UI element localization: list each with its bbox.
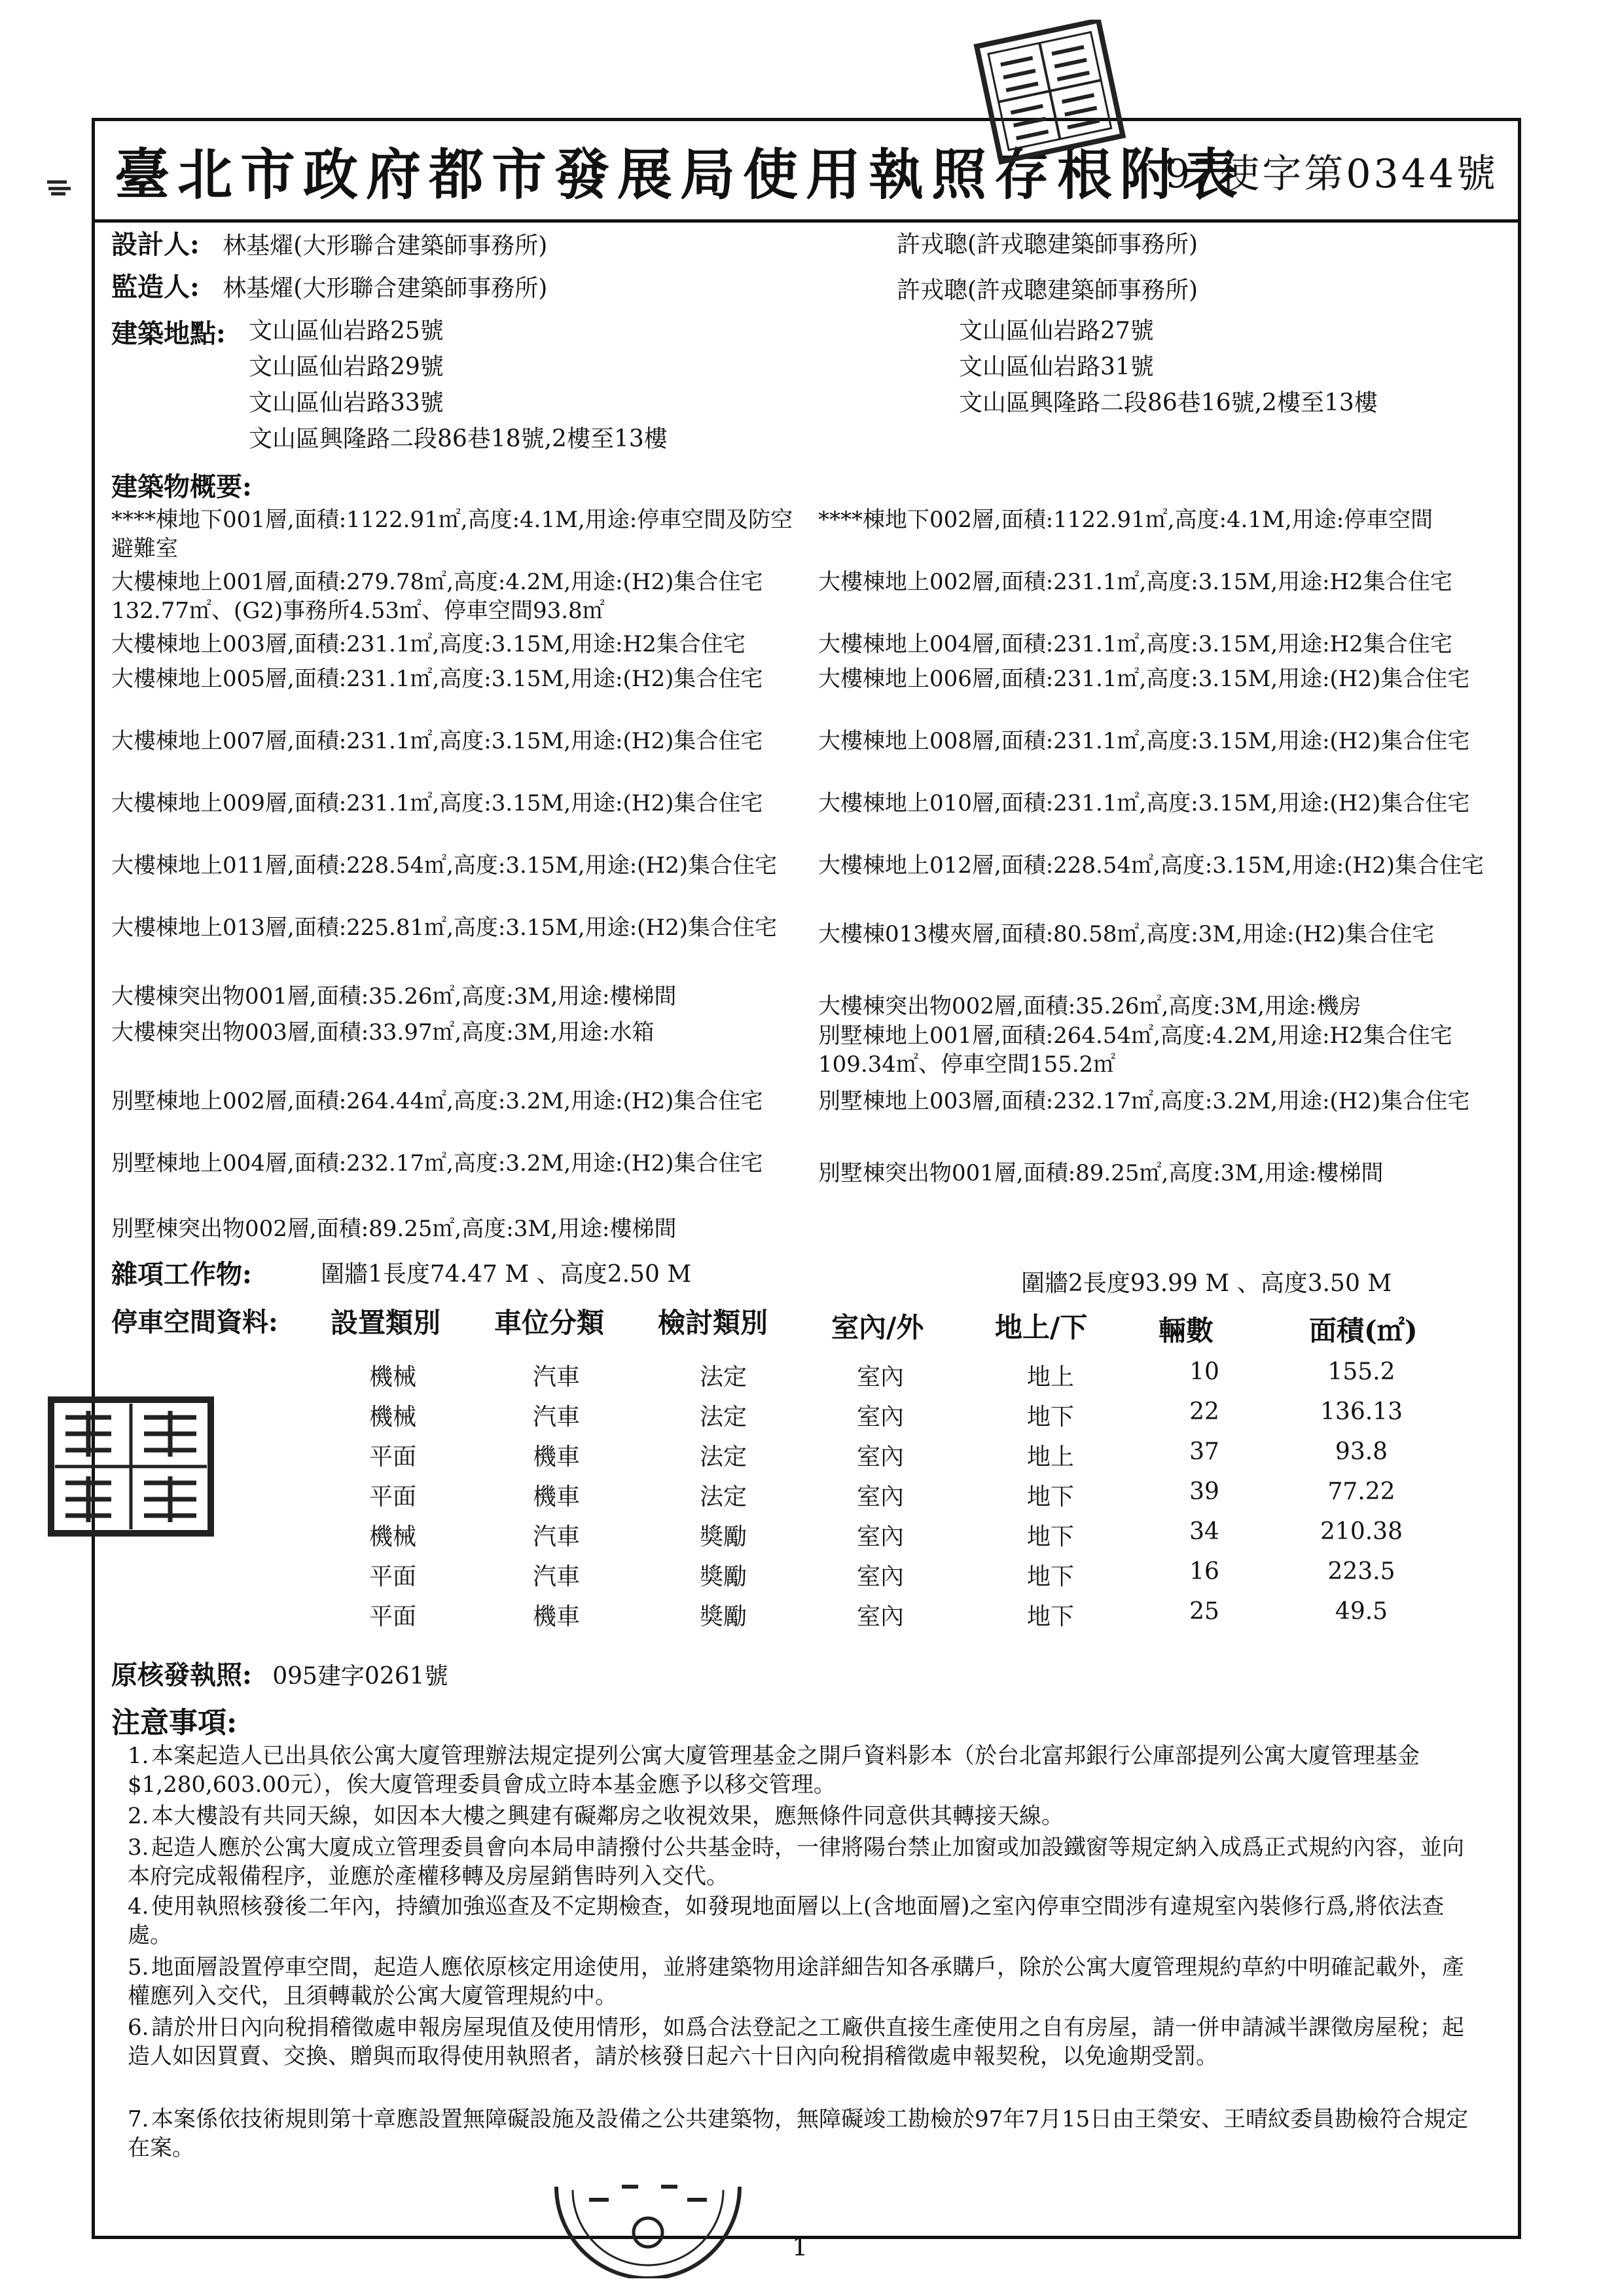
floor-entry: 別墅棟地上003層,面積:232.17㎡,高度:3.2M,用途:(H2)集合住宅 [818,1088,1470,1114]
floor-entry: ****棟地下002層,面積:1122.91㎡,高度:4.1M,用途:停車空間 [818,507,1433,533]
document-title: 臺北市政府都市發展局使用執照存根附表 [115,142,1246,207]
designer-value-2: 許戎聰(許戎聰建築師事務所) [897,231,1198,258]
parking-cell: 136.13 [1320,1398,1403,1425]
note-item [128,1833,1476,1891]
floor-entry: 別墅棟地上001層,面積:264.54㎡,高度:4.2M,用途:H2集合住宅109.34㎡、停車空間155.2㎡ [818,1023,1452,1078]
parking-cell: 汽車 [532,1364,580,1391]
floor-entry: 大樓棟地上007層,面積:231.1㎡,高度:3.15M,用途:(H2)集合住宅 [111,728,763,754]
parking-cell: 室內 [856,1603,904,1630]
floor-entry: 大樓棟地上012層,面積:228.54㎡,高度:3.15M,用途:(H2)集合住宅 [818,852,1484,879]
parking-cell: 獎勵 [699,1603,747,1630]
parking-cell: 平面 [369,1484,416,1510]
note-number: 7. [128,2106,149,2132]
overview-label: 建築物概要: [111,471,252,502]
parking-header: 室內/外 [831,1311,924,1343]
note-text: 起造人應於公寓大廈成立管理委員會向本局申請撥付公共基金時，一律將陽台禁止加窗或加設鐵窗等規定納入成爲正式規約內容，並向本府完成報備程序，並應於產權移轉及房屋銷售時列入交代。 [128,1834,1464,1889]
parking-cell: 16 [1189,1558,1219,1585]
site-address: 文山區興隆路二段86巷18號,2樓至13樓 [249,426,668,452]
parking-header: 車位分類 [494,1307,605,1339]
parking-cell: 機車 [532,1603,580,1630]
parking-cell: 210.38 [1320,1518,1403,1545]
floor-entry: 大樓棟地上006層,面積:231.1㎡,高度:3.15M,用途:(H2)集合住宅 [818,666,1470,692]
parking-cell: 法定 [699,1364,747,1391]
parking-cell: 平面 [369,1563,416,1590]
floor-entry: 大樓棟地上004層,面積:231.1㎡,高度:3.15M,用途:H2集合住宅 [818,631,1452,657]
site-label: 建築地點: [111,318,226,349]
parking-cell: 平面 [369,1444,416,1470]
parking-cell: 機車 [532,1444,580,1470]
parking-cell: 地下 [1026,1404,1074,1430]
note-number: 4. [128,1893,149,1920]
parking-cell: 汽車 [532,1563,580,1590]
note-item [128,1953,1476,2011]
misc-item: 圍牆2長度93.99 M 、高度3.50 M [1021,1270,1392,1297]
note-text: 本案起造人已出具依公寓大廈管理辦法規定提列公寓大廈管理基金之開戶資料影本（於台北富邦銀行公庫部提列公寓大廈管理基金$1,280,603.00元），俟大廈管理委員會成立時本基金應予以移交管理。 [128,1743,1420,1798]
parking-cell: 獎勵 [699,1563,747,1590]
supervisor-value-1: 林基燿(大形聯合建築師事務所) [223,275,548,302]
parking-cell: 10 [1189,1358,1219,1385]
parking-cell: 室內 [856,1364,904,1391]
floor-entry: 大樓棟地上008層,面積:231.1㎡,高度:3.15M,用途:(H2)集合住宅 [818,728,1470,754]
supervisor-label: 監造人: [111,272,200,302]
parking-cell: 39 [1189,1478,1219,1505]
floor-entry: 大樓棟地上005層,面積:231.1㎡,高度:3.15M,用途:(H2)集合住宅 [111,666,763,692]
parking-cell: 汽車 [532,1523,580,1550]
parking-header: 輛數 [1159,1315,1214,1347]
floor-entry: 大樓棟地上002層,面積:231.1㎡,高度:3.15M,用途:H2集合住宅 [818,569,1452,595]
designer-value-1: 林基燿(大形聯合建築師事務所) [223,232,548,259]
parking-cell: 機械 [369,1523,416,1550]
parking-cell: 223.5 [1327,1558,1395,1585]
note-text: 請於卅日內向稅捐稽徵處申報房屋現值及使用情形，如爲合法登記之工廠供直接生產使用之自有房屋，請一併申請減半課徵房屋稅；起造人如因買賣、交換、贈與而取得使用執照者，請於核發日起六十日內向稅捐稽徵處申報契稅，以免逾期受罰。 [128,2014,1464,2069]
parking-cell: 155.2 [1327,1358,1395,1385]
parking-cell: 地下 [1026,1603,1074,1630]
parking-cell: 34 [1189,1518,1219,1545]
note-number: 3. [128,1834,149,1861]
floor-entry: 大樓棟地上003層,面積:231.1㎡,高度:3.15M,用途:H2集合住宅 [111,631,746,657]
floor-entry: 別墅棟地上002層,面積:264.44㎡,高度:3.2M,用途:(H2)集合住宅 [111,1088,763,1114]
note-item [128,1802,1476,1831]
designer-label: 設計人: [111,229,200,260]
parking-label: 停車空間資料: [111,1307,278,1338]
parking-cell: 法定 [699,1484,747,1510]
parking-cell: 地下 [1026,1563,1074,1590]
site-address: 文山區仙岩路33號 [249,390,444,416]
parking-cell: 機車 [532,1484,580,1510]
parking-header: 設置類別 [331,1307,441,1339]
floor-entry: 大樓棟地上009層,面積:231.1㎡,高度:3.15M,用途:(H2)集合住宅 [111,790,763,816]
original-permit-label: 原核發執照: [111,1660,252,1690]
parking-cell: 室內 [856,1523,904,1550]
margin-mark [46,177,72,196]
site-address: 文山區仙岩路25號 [249,318,444,344]
site-address: 文山區仙岩路31號 [959,354,1154,380]
parking-cell: 汽車 [532,1404,580,1430]
parking-cell: 37 [1189,1438,1219,1465]
parking-cell: 93.8 [1335,1438,1388,1465]
note-number: 6. [128,2014,149,2041]
site-address: 文山區興隆路二段86巷16號,2樓至13樓 [959,390,1378,416]
parking-cell: 室內 [856,1404,904,1430]
parking-cell: 法定 [699,1444,747,1470]
note-item [128,1892,1476,1950]
note-text: 使用執照核發後二年內，持續加強巡查及不定期檢查，如發現地面層以上(含地面層)之室內停車空間涉有違規室內裝修行爲,將依法查處。 [128,1893,1445,1948]
floor-entry: 大樓棟地上001層,面積:279.78㎡,高度:4.2M,用途:(H2)集合住宅132.77㎡、(G2)事務所4.53㎡、停車空間93.8㎡ [111,569,763,624]
parking-cell: 機械 [369,1404,416,1430]
parking-header: 面積(㎡) [1309,1315,1418,1347]
note-number: 5. [128,1954,149,1980]
floor-entry: 大樓棟突出物001層,面積:35.26㎡,高度:3M,用途:樓梯間 [111,983,677,1010]
floor-entry: 別墅棟突出物002層,面積:89.25㎡,高度:3M,用途:樓梯間 [111,1216,677,1242]
page-number: 1 [792,2232,808,2261]
site-address: 文山區仙岩路29號 [249,354,444,380]
parking-cell: 法定 [699,1404,747,1430]
floor-entry: 別墅棟地上004層,面積:232.17㎡,高度:3.2M,用途:(H2)集合住宅 [111,1150,763,1176]
parking-cell: 25 [1189,1598,1219,1625]
note-item [128,2105,1476,2162]
floor-entry: 大樓棟突出物002層,面積:35.26㎡,高度:3M,用途:機房 [818,993,1361,1019]
note-item [128,1741,1476,1799]
site-address: 文山區仙岩路27號 [959,318,1154,344]
note-item [128,2013,1476,2071]
floor-entry: 別墅棟突出物001層,面積:89.25㎡,高度:3M,用途:樓梯間 [818,1160,1384,1186]
misc-label: 雜項工作物: [111,1259,252,1290]
parking-cell: 獎勵 [699,1523,747,1550]
note-text: 地面層設置停車空間，起造人應依原核定用途使用，並將建築物用途詳細告知各承購戶，除於公寓大廈管理規約草約中明確記載外，產權應列入交代，且須轉載於公寓大廈管理規約中。 [128,1954,1464,2009]
floor-entry: 大樓棟地上011層,面積:228.54㎡,高度:3.15M,用途:(H2)集合住宅 [111,852,777,879]
parking-cell: 室內 [856,1563,904,1590]
parking-header: 檢討類別 [658,1307,768,1339]
parking-cell: 地上 [1026,1444,1074,1470]
parking-cell: 22 [1189,1398,1219,1425]
parking-cell: 地下 [1026,1523,1074,1550]
note-text: 本大樓設有共同天線，如因本大樓之興建有礙鄰房之收視效果，應無條件同意供其轉接天線。 [151,1803,1064,1829]
note-number: 1. [128,1743,149,1769]
left-seal-stamp [46,1394,216,1539]
note-number: 2. [128,1803,149,1829]
parking-cell: 平面 [369,1603,416,1630]
supervisor-value-2: 許戎聰(許戎聰建築師事務所) [897,277,1198,304]
parking-cell: 77.22 [1327,1478,1395,1505]
floor-entry: 大樓棟013樓夾層,面積:80.58㎡,高度:3M,用途:(H2)集合住宅 [818,921,1435,947]
parking-cell: 室內 [856,1484,904,1510]
floor-entry: 大樓棟地上013層,面積:225.81㎡,高度:3.15M,用途:(H2)集合住宅 [111,915,777,941]
parking-cell: 機械 [369,1364,416,1391]
parking-header: 地上/下 [995,1311,1088,1343]
floor-entry: 大樓棟地上010層,面積:231.1㎡,高度:3.15M,用途:(H2)集合住宅 [818,790,1470,816]
permit-number: 97使字第0344號 [1165,151,1499,197]
floor-entry: 大樓棟突出物003層,面積:33.97㎡,高度:3M,用途:水箱 [111,1019,655,1046]
parking-cell: 室內 [856,1444,904,1470]
parking-cell: 地下 [1026,1484,1074,1510]
bottom-round-seal [543,2160,753,2278]
note-text: 本案係依技術規則第十章應設置無障礙設施及設備之公共建築物，無障礙竣工勘檢於97年7月15日由王榮安、王晴紋委員勘檢符合規定在案。 [128,2106,1469,2161]
original-permit-value: 095建字0261號 [272,1663,448,1690]
misc-item: 圍牆1長度74.47 M 、高度2.50 M [321,1261,692,1288]
notes-label: 注意事項: [111,1706,238,1740]
parking-cell: 地上 [1026,1364,1074,1391]
top-seal-stamp [962,20,1132,170]
floor-entry: ****棟地下001層,面積:1122.91㎡,高度:4.1M,用途:停車空間及防空避難室 [111,507,793,562]
parking-cell: 49.5 [1335,1598,1388,1625]
